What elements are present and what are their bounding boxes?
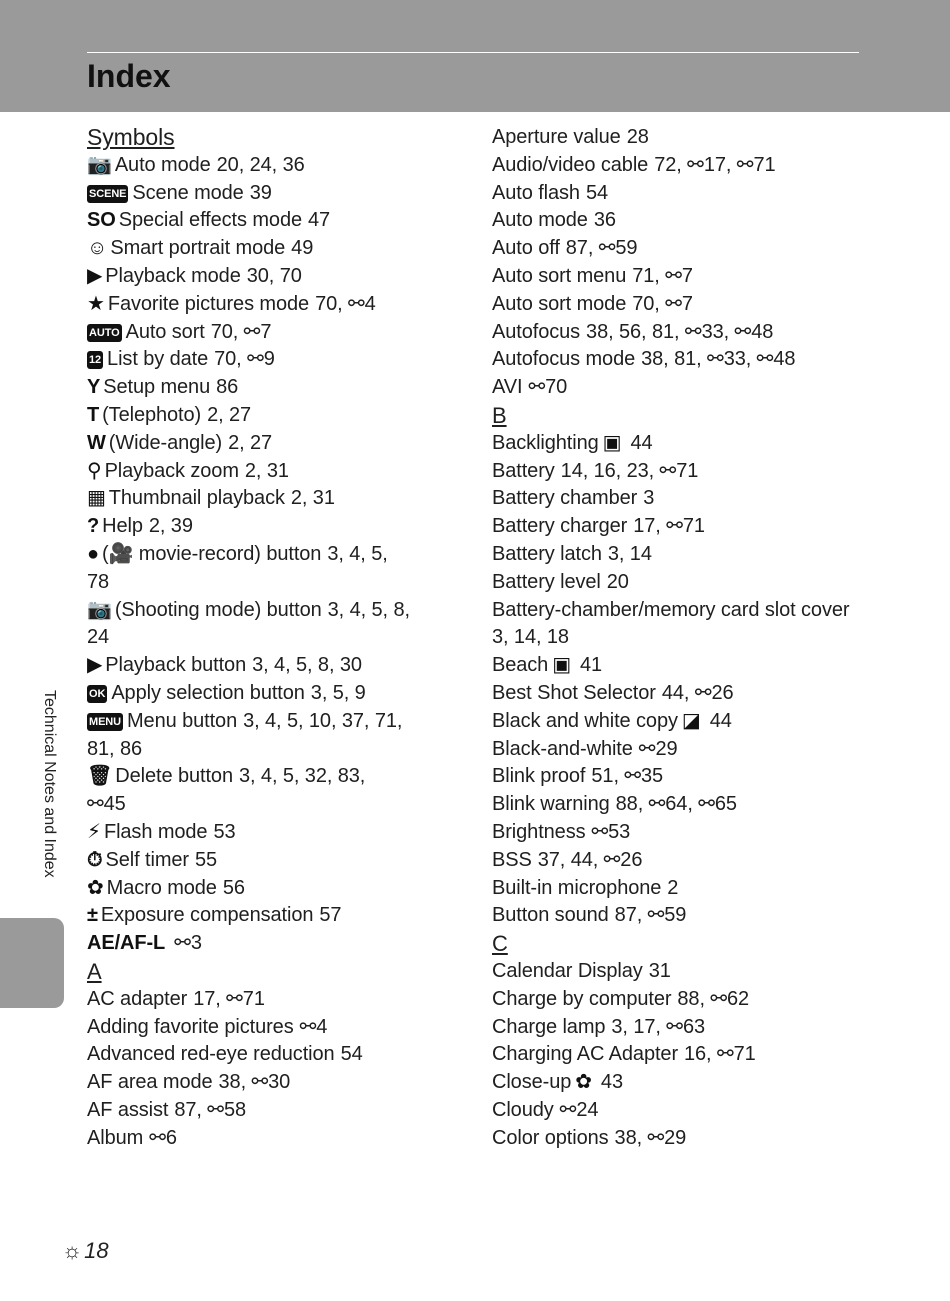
beach-icon: ▣ xyxy=(552,654,572,677)
exposure-icon: ± xyxy=(87,904,98,927)
index-entry xyxy=(492,1014,912,1042)
telephoto-icon: T xyxy=(87,403,100,426)
index-entry-pages: 3, 4, 5, 32, 83, xyxy=(238,765,366,788)
index-entry xyxy=(492,986,912,1014)
index-entry-pages: 3, 14 xyxy=(607,542,652,565)
index-entry-pages: 20, 24, 36 xyxy=(216,153,305,176)
index-entry xyxy=(492,791,912,819)
index-entry xyxy=(492,319,912,347)
index-entry-pages: 2, 27 xyxy=(228,431,273,454)
index-entry xyxy=(492,902,912,930)
index-section-heading: B xyxy=(492,402,507,428)
index-entry xyxy=(492,819,912,847)
index-entry-term: Auto mode xyxy=(114,153,211,176)
index-entry-pages: 38, ⚯29 xyxy=(614,1126,687,1149)
index-entry xyxy=(87,680,462,708)
index-entry-term: Autofocus mode xyxy=(492,348,636,371)
index-entry-term: Battery xyxy=(492,459,555,482)
index-entry-pages: 30, 70 xyxy=(246,264,302,287)
index-entry-pages: 87, ⚯59 xyxy=(614,904,687,927)
index-entry xyxy=(87,485,462,513)
index-entry xyxy=(87,597,462,625)
side-tab-label: Technical Notes and Index xyxy=(41,690,58,878)
index-entry-term: Advanced red-eye reduction xyxy=(87,1043,335,1066)
index-entry-pages: 57 xyxy=(319,904,342,927)
index-entry-pages: 2, 31 xyxy=(244,459,289,482)
index-entry xyxy=(492,430,912,458)
index-entry-pages: 86 xyxy=(216,376,239,399)
self-timer-icon: ⏱ xyxy=(87,848,103,871)
ae-af-lock-icon: AE/AF-L xyxy=(87,932,166,955)
special-effects-icon: SO xyxy=(87,209,116,232)
index-entry-pages: 53 xyxy=(213,820,236,843)
index-entry-pages: 16, ⚯71 xyxy=(684,1043,756,1066)
index-entry-pages: 47 xyxy=(308,209,331,232)
copy-icon: ◪ xyxy=(681,709,701,732)
index-entry-term: Auto flash xyxy=(492,181,580,204)
index-entry-term: Auto mode xyxy=(492,209,588,232)
index-entry xyxy=(87,902,462,930)
index-entry-term: Battery chamber xyxy=(492,487,638,510)
header-rule xyxy=(87,52,859,53)
index-entry xyxy=(492,374,912,402)
index-section-heading: A xyxy=(87,958,102,984)
index-entry-pages: 2, 27 xyxy=(207,403,252,426)
index-entry xyxy=(87,652,462,680)
index-entry xyxy=(87,235,462,263)
index-entry xyxy=(87,847,462,875)
index-entry-term: Battery-chamber/memory card slot cover xyxy=(492,598,850,621)
index-entry-pages: 70, ⚯7 xyxy=(632,292,693,315)
index-entry-pages: 14, 16, 23, ⚯71 xyxy=(560,459,699,482)
index-entry-pages: 3 xyxy=(643,487,655,510)
index-entry xyxy=(87,1014,462,1042)
technical-notes-icon: ☼ xyxy=(62,1238,83,1263)
index-entry-pages: 3, 5, 9 xyxy=(310,681,366,704)
index-entry-pages: 3, 4, 5, xyxy=(327,542,388,565)
index-entry-term: BSS xyxy=(492,848,532,871)
index-entry xyxy=(492,708,912,736)
index-entry-term: Playback button xyxy=(105,654,247,677)
index-entry-term: Built-in microphone xyxy=(492,876,662,899)
index-entry-pages: ⚯3 xyxy=(174,932,202,955)
index-entry-term: Beach xyxy=(492,654,549,677)
playback-icon: ▶ xyxy=(87,654,103,677)
side-tab xyxy=(0,918,64,1008)
index-entry-term: (Wide-angle) xyxy=(108,431,223,454)
page-number xyxy=(62,1238,109,1264)
page-number-value: 18 xyxy=(84,1238,109,1263)
index-entry-continuation: 24 xyxy=(87,626,110,649)
index-entry-pages: 44, ⚯26 xyxy=(661,681,734,704)
index-entry-term: AC adapter xyxy=(87,987,188,1010)
index-entry-term: Playback zoom xyxy=(104,459,239,482)
index-entry-term: Cloudy xyxy=(492,1098,554,1121)
scene-icon: SCENE xyxy=(87,185,128,203)
index-entry-term: Thumbnail playback xyxy=(108,487,285,510)
index-entry-term: Charge lamp xyxy=(492,1015,606,1038)
index-entry-term: Aperture value xyxy=(492,126,621,148)
index-entry-pages: 70, ⚯4 xyxy=(315,292,376,315)
index-entry-term: Album xyxy=(87,1126,144,1149)
index-entry-pages: 2, 39 xyxy=(148,515,193,538)
index-entry-term: Calendar Display xyxy=(492,959,643,982)
index-entry xyxy=(492,541,912,569)
index-entry-pages: 43 xyxy=(600,1071,623,1094)
index-entry-pages: 70, ⚯9 xyxy=(214,348,275,371)
index-entry xyxy=(492,1041,912,1069)
index-entry xyxy=(492,235,912,263)
help-icon: ? xyxy=(87,515,100,538)
index-section-heading: C xyxy=(492,931,508,957)
index-entry-continuation: 78 xyxy=(87,570,110,593)
index-entry xyxy=(87,291,462,319)
menu-icon: MENU xyxy=(87,713,123,731)
index-entry-term: Black-and-white xyxy=(492,737,633,760)
index-entry xyxy=(87,1069,462,1097)
index-entry-continuation: 3, 14, 18 xyxy=(492,626,569,649)
camera-icon: 📷 xyxy=(87,153,112,176)
index-entry xyxy=(492,958,912,986)
page-header xyxy=(0,0,950,112)
index-entry xyxy=(87,708,462,736)
index-entry xyxy=(492,263,912,291)
index-entry-term: Scene mode xyxy=(132,181,244,204)
ok-icon: OK xyxy=(87,685,107,703)
index-entry-pages: 2 xyxy=(667,876,679,899)
index-entry-pages: 3, 4, 5, 10, 37, 71, xyxy=(243,709,403,732)
index-entry-term: Blink proof xyxy=(492,765,586,788)
index-entry xyxy=(492,124,912,152)
index-entry xyxy=(87,402,462,430)
index-entry xyxy=(87,819,462,847)
macro-icon: ✿ xyxy=(87,876,104,899)
index-entry-term: Auto off xyxy=(492,237,560,260)
index-entry-term: Button sound xyxy=(492,904,609,927)
index-entry-term: Battery level xyxy=(492,570,601,593)
index-section-heading: Symbols xyxy=(87,124,175,150)
index-entry-term: Delete button xyxy=(115,765,233,788)
index-entry-pages: 28 xyxy=(626,126,649,148)
index-entry-pages: 41 xyxy=(580,654,603,677)
index-entry-term: List by date xyxy=(107,348,209,371)
index-entry xyxy=(492,1097,912,1125)
index-entry-term: Flash mode xyxy=(103,820,208,843)
index-entry-pages: 88, ⚯64, ⚯65 xyxy=(615,793,737,816)
wrench-icon: Y xyxy=(87,376,101,399)
index-entry xyxy=(492,458,912,486)
index-entry-pages: 72, ⚯17, ⚯71 xyxy=(654,153,776,176)
index-entry-pages: 17, ⚯71 xyxy=(633,515,705,538)
index-entry xyxy=(492,513,912,541)
index-entry-pages: ⚯24 xyxy=(559,1098,599,1121)
index-entry-term: Special effects mode xyxy=(118,209,302,232)
index-entry-pages: 36 xyxy=(593,209,616,232)
index-entry-pages: 56 xyxy=(222,876,245,899)
index-entry xyxy=(492,485,912,513)
index-entry xyxy=(87,180,462,208)
index-entry xyxy=(492,152,912,180)
index-entry xyxy=(492,652,912,680)
index-entry xyxy=(492,346,912,374)
favorite-icon: ★ xyxy=(87,292,105,315)
index-entry-term: Playback mode xyxy=(105,264,241,287)
index-entry-pages: 70, ⚯7 xyxy=(210,320,272,343)
index-entry xyxy=(87,346,462,374)
index-entry-term: Charging AC Adapter xyxy=(492,1043,679,1066)
index-entry-term: Close-up xyxy=(492,1071,572,1094)
index-entry xyxy=(87,152,462,180)
index-entry-pages: 71, ⚯7 xyxy=(632,264,693,287)
index-entry-pages: 2, 31 xyxy=(290,487,335,510)
record-icon: ● xyxy=(87,542,99,565)
index-entry xyxy=(492,597,912,625)
index-entry xyxy=(87,1097,462,1125)
index-entry-pages: 51, ⚯35 xyxy=(591,765,664,788)
index-entry-term: Blink warning xyxy=(492,793,610,816)
index-entry-pages: 87, ⚯58 xyxy=(174,1098,247,1121)
index-entry-pages: 3, 4, 5, 8, xyxy=(327,598,410,621)
index-entry xyxy=(87,458,462,486)
index-entry-term: Charge by computer xyxy=(492,987,672,1010)
index-entry-pages: 55 xyxy=(194,848,218,871)
index-entry-term: (🎥 movie-record) button xyxy=(101,542,322,565)
index-entry-pages: 87, ⚯59 xyxy=(565,237,638,260)
index-entry xyxy=(87,875,462,903)
camera-icon: 📷 xyxy=(87,598,112,621)
index-entry-pages: 88, ⚯62 xyxy=(677,987,750,1010)
index-entry-pages: 44 xyxy=(709,709,732,732)
index-entry xyxy=(492,875,912,903)
flash-icon: ⚡ xyxy=(87,820,101,843)
index-entry-pages: ⚯4 xyxy=(299,1015,328,1038)
index-entry xyxy=(87,319,462,347)
index-entry-term: Autofocus xyxy=(492,320,581,343)
page-title: Index xyxy=(87,58,171,94)
index-entry-term: Adding favorite pictures xyxy=(87,1015,294,1038)
index-entry xyxy=(87,430,462,458)
index-entry-term: Color options xyxy=(492,1126,609,1149)
index-entry-pages: 37, 44, ⚯26 xyxy=(537,848,643,871)
index-entry-pages: 38, 81, ⚯33, ⚯48 xyxy=(641,348,796,371)
index-entry-term: Self timer xyxy=(105,848,189,871)
index-entry xyxy=(87,1125,462,1153)
index-entry-continuation: 81, 86 xyxy=(87,737,143,760)
index-entry-term: Audio/video cable xyxy=(492,153,649,176)
zoom-icon: ⚲ xyxy=(87,459,102,482)
index-entry xyxy=(87,763,462,791)
index-entry-term: Exposure compensation xyxy=(100,904,314,927)
index-entry xyxy=(87,207,462,235)
index-entry xyxy=(87,930,462,958)
index-entry-pages: ⚯70 xyxy=(528,376,568,399)
index-entry-pages: 38, 56, 81, ⚯33, ⚯48 xyxy=(586,320,774,343)
index-entry-pages: 54 xyxy=(585,181,608,204)
wide-angle-icon: W xyxy=(87,431,106,454)
index-entry-term: Battery latch xyxy=(492,542,602,565)
index-entry xyxy=(87,541,462,569)
index-entry-term: Setup menu xyxy=(103,376,211,399)
index-column-left xyxy=(87,124,462,1152)
index-entry-term: Auto sort xyxy=(125,320,205,343)
smart-portrait-icon: ☺ xyxy=(87,237,108,260)
index-entry xyxy=(492,680,912,708)
index-entry xyxy=(87,374,462,402)
index-column-right xyxy=(492,124,912,1152)
index-entry-pages: 54 xyxy=(340,1043,363,1066)
index-entry-term: Macro mode xyxy=(106,876,217,899)
index-entry xyxy=(87,1041,462,1069)
index-entry xyxy=(492,180,912,208)
index-entry xyxy=(492,1125,912,1153)
index-entry-pages: 38, ⚯30 xyxy=(218,1071,291,1094)
index-entry-pages: 3, 17, ⚯63 xyxy=(611,1015,706,1038)
index-entry-pages: 44 xyxy=(630,431,653,454)
index-entry-term: Auto sort menu xyxy=(492,264,627,287)
calendar-icon: 12 xyxy=(87,351,103,369)
index-entry-pages: ⚯6 xyxy=(149,1126,177,1149)
index-entry xyxy=(492,736,912,764)
index-entry xyxy=(492,569,912,597)
index-entry-term: Apply selection button xyxy=(111,681,305,704)
index-entry xyxy=(492,847,912,875)
index-entry xyxy=(492,1069,912,1097)
index-entry-term: AF area mode xyxy=(87,1071,213,1094)
index-entry xyxy=(492,207,912,235)
index-entry xyxy=(87,263,462,291)
backlighting-icon: ▣ xyxy=(602,431,622,454)
auto-sort-icon: AUTO xyxy=(87,324,122,342)
index-entry-term: Black and white copy xyxy=(492,709,678,732)
index-entry-term: Battery charger xyxy=(492,515,628,538)
index-entry-term: Help xyxy=(102,515,143,538)
index-entry-term: Smart portrait mode xyxy=(110,237,286,260)
index-entry-pages: 49 xyxy=(291,237,314,260)
playback-icon: ▶ xyxy=(87,264,103,287)
index-entry xyxy=(87,513,462,541)
index-entry-continuation: ⚯45 xyxy=(87,793,126,816)
index-entry-term: Backlighting xyxy=(492,431,599,454)
index-entry-term: Favorite pictures mode xyxy=(107,292,310,315)
index-entry-pages: 39 xyxy=(249,181,272,204)
index-entry-term: AF assist xyxy=(87,1098,169,1121)
index-entry-pages: ⚯29 xyxy=(638,737,678,760)
close-up-icon: ✿ xyxy=(575,1071,592,1094)
index-entry xyxy=(87,986,462,1014)
trash-icon: 🗑 xyxy=(87,765,113,788)
thumbnail-icon: ▦ xyxy=(87,487,106,510)
index-entry-pages: ⚯53 xyxy=(591,820,631,843)
index-entry-pages: 3, 4, 5, 8, 30 xyxy=(252,654,362,677)
index-entry-term: (Telephoto) xyxy=(102,403,202,426)
index-entry-term: Brightness xyxy=(492,820,586,843)
index-entry-pages: 17, ⚯71 xyxy=(193,987,265,1010)
index-entry-term: Menu button xyxy=(127,709,238,732)
index-entry-pages: 31 xyxy=(648,959,671,982)
index-entry-term: Auto sort mode xyxy=(492,292,627,315)
index-entry xyxy=(492,291,912,319)
index-entry-term: Best Shot Selector xyxy=(492,681,656,704)
index-entry xyxy=(492,763,912,791)
index-entry-term: (Shooting mode) button xyxy=(114,598,322,621)
index-entry-pages: 20 xyxy=(606,570,629,593)
index-entry-term: AVI xyxy=(492,376,523,399)
